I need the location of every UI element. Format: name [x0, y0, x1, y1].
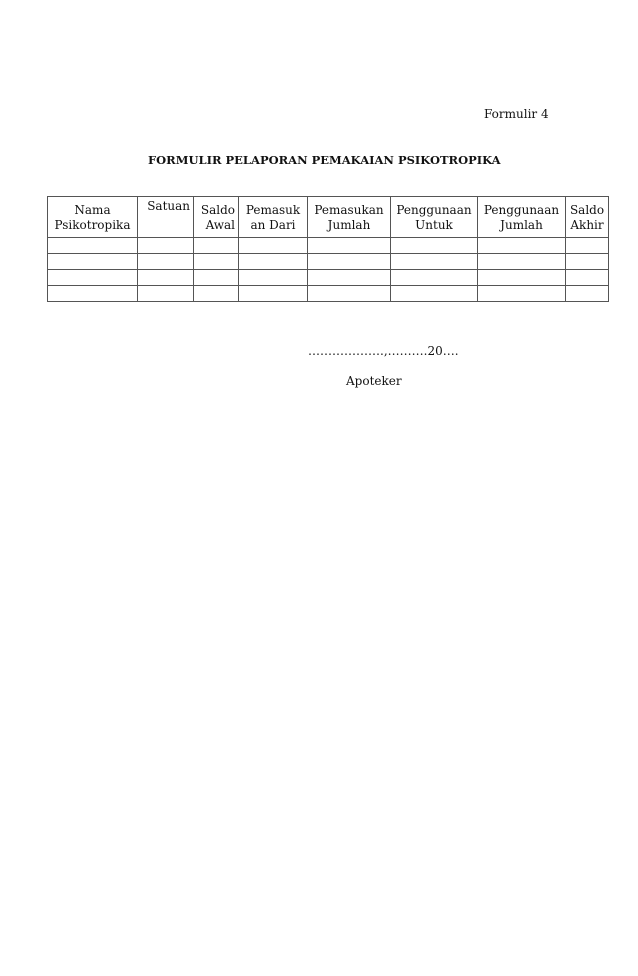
header-line: Satuan: [147, 199, 190, 213]
header-line: Saldo: [200, 203, 235, 217]
table-row: [48, 238, 609, 254]
table-cell[interactable]: [138, 286, 194, 302]
table-cell[interactable]: [391, 254, 478, 270]
header-line: Penggunaan: [483, 203, 560, 217]
table-cell[interactable]: [194, 238, 239, 254]
table-cell[interactable]: [48, 286, 138, 302]
table-header-row: [48, 197, 609, 238]
header-line: Jumlah: [500, 218, 543, 232]
form-number: Formulir 4: [484, 107, 549, 121]
table-cell[interactable]: [138, 238, 194, 254]
table-cell[interactable]: [48, 270, 138, 286]
header-saldo-awal: [194, 197, 239, 238]
report-table: [47, 196, 609, 302]
table-cell[interactable]: [391, 286, 478, 302]
table-row: [48, 270, 609, 286]
header-pemasukan-jumlah: [308, 197, 391, 238]
header-line: Awal: [205, 218, 235, 232]
header-line: Untuk: [415, 218, 453, 232]
header-pemasukan-dari: [239, 197, 308, 238]
table-cell[interactable]: [478, 238, 566, 254]
table-cell[interactable]: [478, 286, 566, 302]
table-cell[interactable]: [566, 238, 609, 254]
header-line: Jumlah: [327, 218, 371, 232]
table-cell[interactable]: [194, 254, 239, 270]
header-line: Nama: [74, 203, 111, 217]
table-cell[interactable]: [48, 254, 138, 270]
signature-role: Apoteker: [346, 374, 402, 388]
header-line: Pemasuk: [245, 203, 301, 217]
header-line: Penggunaan: [396, 203, 472, 217]
table-cell[interactable]: [566, 270, 609, 286]
table-cell[interactable]: [239, 270, 308, 286]
table-cell[interactable]: [566, 254, 609, 270]
header-line: Psikotropika: [54, 218, 131, 232]
table-cell[interactable]: [194, 270, 239, 286]
table-row: [48, 254, 609, 270]
header-line: Pemasukan: [314, 203, 384, 217]
table-cell[interactable]: [478, 254, 566, 270]
header-line: an Dari: [250, 218, 296, 232]
header-penggunaan-untuk: [391, 197, 478, 238]
table-cell[interactable]: [566, 286, 609, 302]
header-penggunaan-jumlah: [478, 197, 566, 238]
table-cell[interactable]: [239, 238, 308, 254]
table-cell[interactable]: [308, 286, 391, 302]
table-cell[interactable]: [308, 254, 391, 270]
header-line: Saldo: [569, 203, 605, 217]
header-line: Akhir: [570, 218, 604, 232]
table-cell[interactable]: [391, 238, 478, 254]
table-cell[interactable]: [138, 254, 194, 270]
table-cell[interactable]: [308, 238, 391, 254]
header-nama-psikotropika: [48, 197, 138, 238]
header-saldo-akhir: [566, 197, 609, 238]
form-title: FORMULIR PELAPORAN PEMAKAIAN PSIKOTROPIKA: [148, 153, 501, 167]
table-row: [48, 286, 609, 302]
table-cell[interactable]: [239, 286, 308, 302]
header-satuan: [138, 197, 194, 238]
table-cell[interactable]: [239, 254, 308, 270]
table-cell[interactable]: [138, 270, 194, 286]
signature-date-line: ……………….,……….20….: [308, 344, 459, 358]
table-cell[interactable]: [391, 270, 478, 286]
table-cell[interactable]: [48, 238, 138, 254]
table-cell[interactable]: [308, 270, 391, 286]
table-cell[interactable]: [478, 270, 566, 286]
table-cell[interactable]: [194, 286, 239, 302]
